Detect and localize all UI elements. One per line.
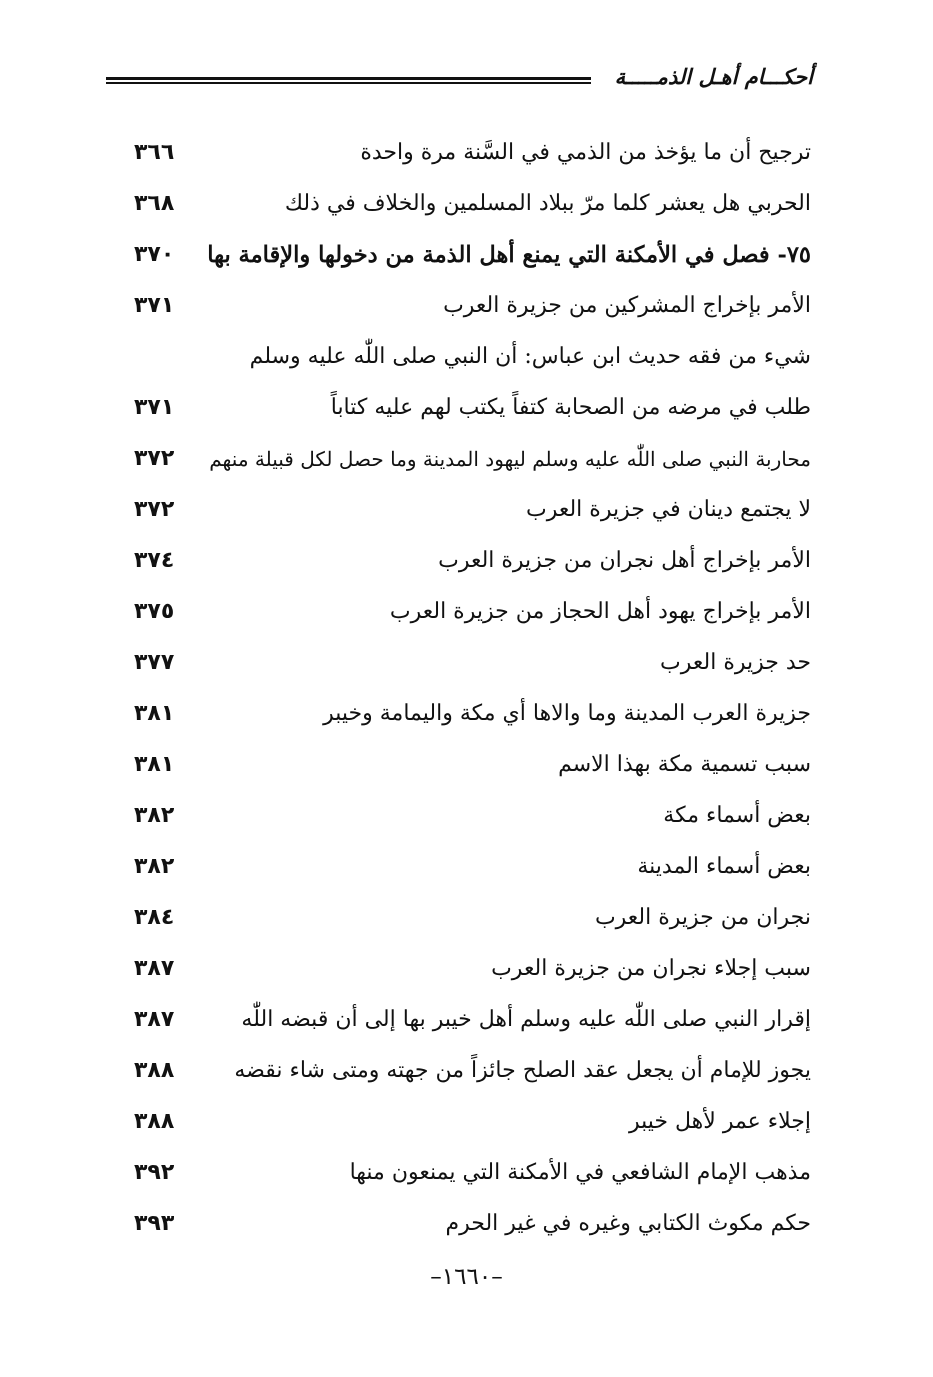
toc-entry bbox=[0, 895, 933, 946]
toc-entry bbox=[0, 997, 933, 1048]
entry-page-number: ٣٨٨ bbox=[134, 1058, 175, 1083]
toc-entry bbox=[0, 1201, 933, 1252]
entry-page-number: ٣٨٤ bbox=[134, 905, 175, 930]
toc-entry bbox=[0, 436, 933, 487]
entry-page-number: ٣٧١ bbox=[134, 293, 175, 318]
entry-title: الأمر بإخراج أهل نجران من جزيرة العرب bbox=[438, 548, 811, 573]
toc-entry bbox=[0, 538, 933, 589]
entry-title: الحربي هل يعشر كلما مرّ ببلاد المسلمين والخلاف في ذلك bbox=[284, 191, 811, 216]
toc-entry bbox=[0, 589, 933, 640]
entry-page-number: ٣٨٧ bbox=[134, 956, 175, 981]
toc-entry bbox=[0, 844, 933, 895]
entry-title: حد جزيرة العرب bbox=[660, 650, 811, 675]
entry-title: حكم مكوث الكتابي وغيره في غير الحرم bbox=[445, 1211, 811, 1236]
toc-entry bbox=[0, 385, 933, 436]
entry-title: يجوز للإمام أن يجعل عقد الصلح جائزاً من جهته ومتى شاء نقضه bbox=[234, 1058, 811, 1083]
entry-page-number: ٣٧٠ bbox=[134, 242, 175, 267]
entry-title: لا يجتمع دينان في جزيرة العرب bbox=[526, 497, 811, 522]
running-title: أحكـــام أهـل الذمـــــة bbox=[614, 64, 813, 89]
entry-page-number: ٣٩٣ bbox=[134, 1211, 175, 1236]
entry-page-number: ٣٩٢ bbox=[134, 1160, 175, 1185]
entry-page-number: ٣٧٧ bbox=[134, 650, 175, 675]
entry-title: مذهب الإمام الشافعي في الأمكنة التي يمنعون منها bbox=[349, 1160, 811, 1185]
header-double-rule bbox=[106, 77, 591, 84]
entry-title: الأمر بإخراج يهود أهل الحجاز من جزيرة العرب bbox=[389, 599, 811, 624]
entry-page-number: ٣٨٢ bbox=[134, 854, 175, 879]
entry-page-number: ٣٧٢ bbox=[134, 497, 175, 522]
entry-page-number: ٣٨١ bbox=[134, 701, 175, 726]
entry-page-number: ٣٨٢ bbox=[134, 803, 175, 828]
entry-page-number: ٣٧١ bbox=[134, 395, 175, 420]
entry-title: بعض أسماء المدينة bbox=[637, 854, 811, 879]
entry-title: سبب إجلاء نجران من جزيرة العرب bbox=[491, 956, 811, 981]
entry-page-number: ٣٦٦ bbox=[134, 140, 175, 165]
entry-page-number: ٣٦٨ bbox=[134, 191, 175, 216]
entry-title: جزيرة العرب المدينة وما والاها أي مكة واليمامة وخيبر bbox=[323, 701, 811, 726]
toc-entry bbox=[0, 691, 933, 742]
entry-page-number: ٣٧٥ bbox=[134, 599, 175, 624]
table-of-contents bbox=[0, 130, 933, 1252]
toc-entry bbox=[0, 1150, 933, 1201]
entry-title: ترجيح أن ما يؤخذ من الذمي في السَّنة مرة واحدة bbox=[360, 140, 811, 165]
entry-page-number: ٣٨١ bbox=[134, 752, 175, 777]
toc-entry bbox=[0, 1099, 933, 1150]
toc-entry bbox=[0, 130, 933, 181]
entry-title: شيء من فقه حديث ابن عباس: أن النبي صلى اللّٰه عليه وسلم bbox=[249, 344, 811, 369]
entry-title: نجران من جزيرة العرب bbox=[594, 905, 811, 930]
entry-title: محاربة النبي صلى اللّٰه عليه وسلم ليهود المدينة وما حصل لكل قبيلة منهم bbox=[209, 447, 811, 471]
toc-entry bbox=[0, 334, 933, 385]
entry-page-number: ٣٧٤ bbox=[134, 548, 175, 573]
toc-entry bbox=[0, 487, 933, 538]
chapter-heading: ٧٥- فصل في الأمكنة التي يمنع أهل الذمة من دخولها والإقامة بها bbox=[207, 242, 811, 268]
toc-entry bbox=[0, 1048, 933, 1099]
toc-entry bbox=[0, 640, 933, 691]
entry-page-number: ٣٨٨ bbox=[134, 1109, 175, 1134]
toc-entry bbox=[0, 283, 933, 334]
toc-entry bbox=[0, 946, 933, 997]
entry-title: طلب في مرضه من الصحابة كتفاً يكتب لهم عليه كتاباً bbox=[330, 395, 811, 420]
toc-entry bbox=[0, 181, 933, 232]
toc-entry bbox=[0, 742, 933, 793]
entry-title: إقرار النبي صلى اللّٰه عليه وسلم أهل خيبر بها إلى أن قبضه اللّٰه bbox=[241, 1007, 811, 1032]
entry-title: سبب تسمية مكة بهذا الاسم bbox=[558, 752, 811, 777]
page-number: –١٦٦٠– bbox=[430, 1264, 503, 1290]
entry-title: الأمر بإخراج المشركين من جزيرة العرب bbox=[443, 293, 811, 318]
entry-title: إجلاء عمر لأهل خيبر bbox=[629, 1109, 811, 1134]
entry-title: بعض أسماء مكة bbox=[663, 803, 811, 828]
entry-page-number: ٣٧٢ bbox=[134, 446, 175, 471]
toc-entry bbox=[0, 232, 933, 283]
toc-entry bbox=[0, 793, 933, 844]
entry-page-number: ٣٨٧ bbox=[134, 1007, 175, 1032]
